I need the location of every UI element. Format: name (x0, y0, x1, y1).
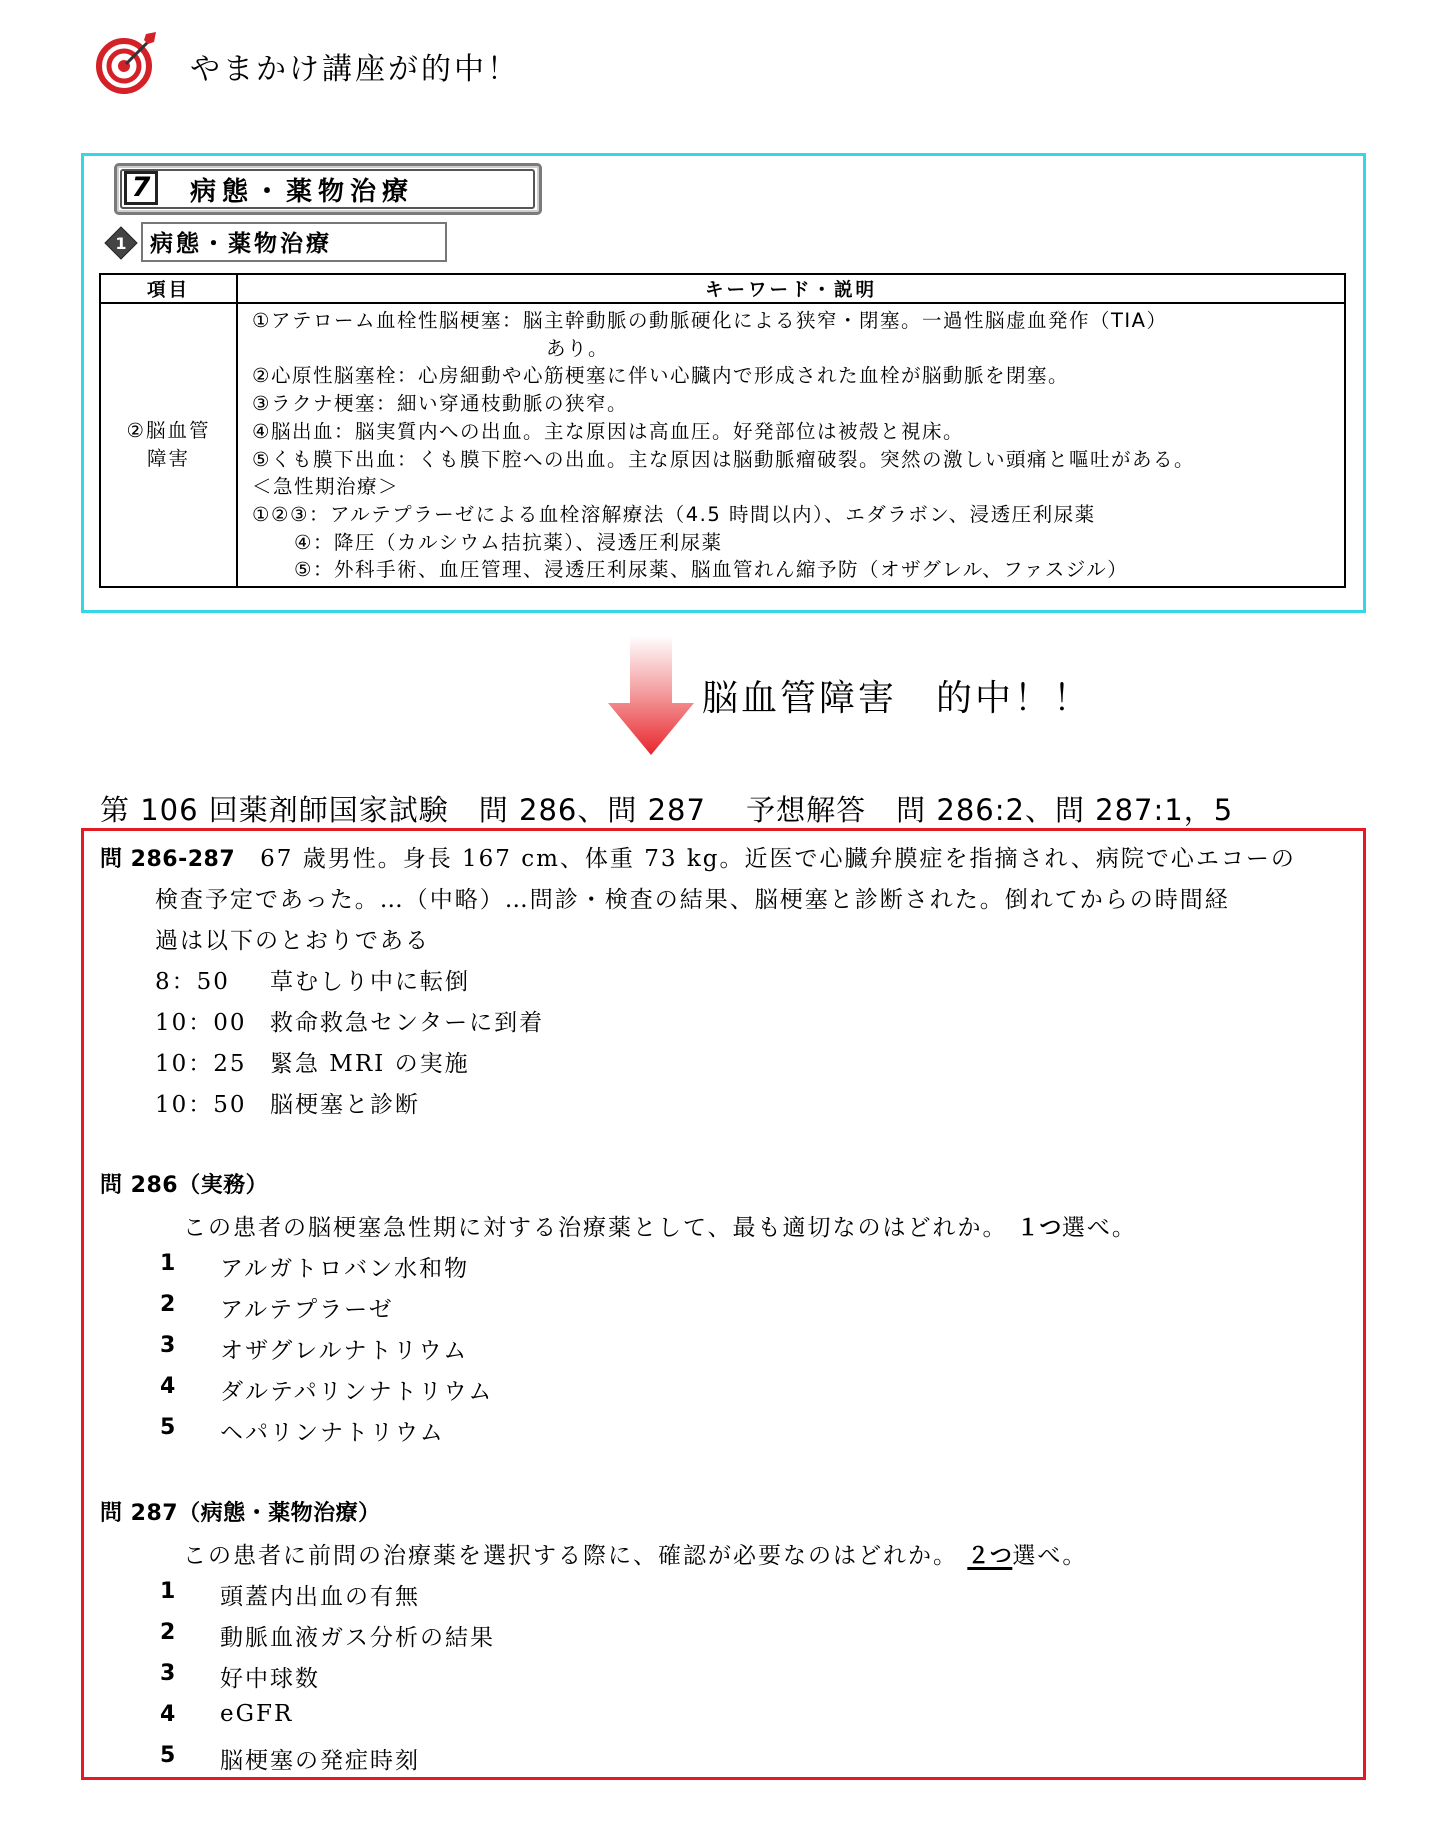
table-header-item: 項目 (100, 274, 237, 303)
option-text: eGFR (220, 1701, 294, 1727)
timeline-time: 10：25 (155, 1051, 247, 1077)
q287-stem-text: この患者に前問の治療薬を選択する際に、確認が必要なのはどれか。 (183, 1543, 958, 1569)
option-text: 好中球数 (220, 1666, 320, 1692)
kw-line: ①②③：アルテプラーゼによる血栓溶解療法（4.5 時間以内）、エダラボン、浸透圧利尿薬 (252, 502, 1096, 526)
option-text: 頭蓋内出血の有無 (220, 1584, 420, 1610)
option-text: アルテプラーゼ (220, 1297, 394, 1323)
option-text: オザグレルナトリウム (220, 1338, 469, 1364)
case-line1 (100, 840, 1296, 873)
option-number: 5 (160, 1743, 176, 1768)
timeline-time: 8：50 (155, 969, 230, 995)
option-number: 5 (160, 1415, 176, 1440)
timeline-row (155, 1045, 470, 1078)
timeline-row (155, 1086, 420, 1119)
option-text: 脳梗塞の発症時刻 (220, 1748, 420, 1774)
timeline-event: 緊急 MRI の実施 (270, 1051, 470, 1077)
q287-count: ２つ (967, 1544, 1013, 1569)
timeline-row (155, 1004, 544, 1037)
timeline-event: 草むしり中に転倒 (270, 969, 470, 995)
kw-line: ④脳出血：脳実質内への出血。主な原因は高血圧。好発部位は被殻と視床。 (252, 419, 964, 443)
table-header-keyword: キーワード・説明 (237, 274, 1345, 303)
kw-line: ⑤：外科手術、血圧管理、浸透圧利尿薬、脳血管れん縮予防（オザグレル、ファスジル） (252, 558, 1129, 582)
case-label: 問 286-287 (100, 847, 236, 872)
exam-header: 第 106 回薬剤師国家試験 問 286、問 287 予想解答 問 286:2、問 287:1，5 (100, 793, 1234, 827)
option-text: ダルテパリンナトリウム (220, 1379, 494, 1405)
kw-line: ＜急性期治療＞ (252, 475, 400, 499)
hit-title: 脳血管障害 的中！！ (702, 678, 1093, 719)
section-title: 病態・薬物治療 (150, 231, 332, 257)
timeline-row (155, 963, 470, 996)
option-number: 1 (160, 1579, 176, 1604)
kw-line: ⑤くも膜下出血：くも膜下腔への出血。主な原因は脳動脈瘤破裂。突然の激しい頭痛と嘔吐がある。 (252, 447, 1195, 471)
option-number: 3 (160, 1661, 176, 1686)
q287-suffix: 選べ。 (1012, 1543, 1088, 1569)
timeline-time: 10：50 (155, 1092, 247, 1118)
q286-count: １つ (1016, 1216, 1062, 1241)
table-item-line2: 障害 (146, 447, 190, 471)
timeline-event: 脳梗塞と診断 (270, 1092, 420, 1118)
keyword-table (99, 273, 1346, 588)
table-item-line1: ②脳血管 (126, 419, 211, 443)
section-badge-number: 1 (115, 234, 127, 253)
q286-suffix: 選べ。 (1061, 1215, 1137, 1241)
case-line2: 検査予定であった。…（中略）…問診・検査の結果、脳梗塞と診断された。倒れてからの時間経 (155, 887, 1230, 913)
chapter-title: 病態・薬物治療 (190, 177, 415, 207)
option-text: アルガトロバン水和物 (220, 1256, 470, 1282)
case-text-1: 67 歳男性。身長 167 cm、体重 73 kg。近医で心臓弁膜症を指摘され、病院で心エコーの (260, 846, 1296, 872)
kw-line: ②心原性脳塞栓：心房細動や心筋梗塞に伴い心臓内で形成された血栓が脳動脈を閉塞。 (252, 364, 1069, 388)
option-number: 2 (160, 1292, 176, 1317)
option-number: 4 (160, 1374, 176, 1399)
target-icon (96, 28, 160, 96)
kw-line: あり。 (252, 336, 610, 360)
option-number: 4 (160, 1702, 176, 1727)
section-badge-icon (104, 226, 138, 260)
case-line3: 過は以下のとおりである (155, 928, 430, 954)
q287-stem (183, 1537, 1087, 1570)
chapter-number: 7 (124, 171, 158, 205)
header-title: やまかけ講座が的中！ (190, 52, 520, 87)
q287-label: 問 287（病態・薬物治療） (100, 1501, 381, 1526)
option-number: 1 (160, 1251, 176, 1276)
option-text: 動脈血液ガス分析の結果 (220, 1625, 495, 1651)
option-number: 3 (160, 1333, 176, 1358)
kw-line: ③ラクナ梗塞：細い穿通枝動脈の狭窄。 (252, 392, 628, 416)
table-item-cell (100, 303, 237, 587)
timeline-time: 10：00 (155, 1010, 247, 1036)
option-number: 2 (160, 1620, 176, 1645)
kw-line: ①アテローム血栓性脳梗塞：脳主幹動脈の動脈硬化による狭窄・閉塞。一過性脳虚血発作（TIA） (252, 309, 1168, 332)
q286-stem (183, 1209, 1137, 1242)
q286-label: 問 286（実務） (100, 1173, 269, 1198)
q286-stem-text: この患者の脳梗塞急性期に対する治療薬として、最も適切なのはどれか。 (183, 1215, 1008, 1241)
option-text: ヘパリンナトリウム (220, 1420, 445, 1446)
down-arrow-icon (608, 635, 694, 755)
timeline-event: 救命救急センターに到着 (270, 1010, 545, 1036)
kw-line: ④：降圧（カルシウム拮抗薬）、浸透圧利尿薬 (252, 530, 723, 554)
table-description-cell (237, 303, 1345, 587)
